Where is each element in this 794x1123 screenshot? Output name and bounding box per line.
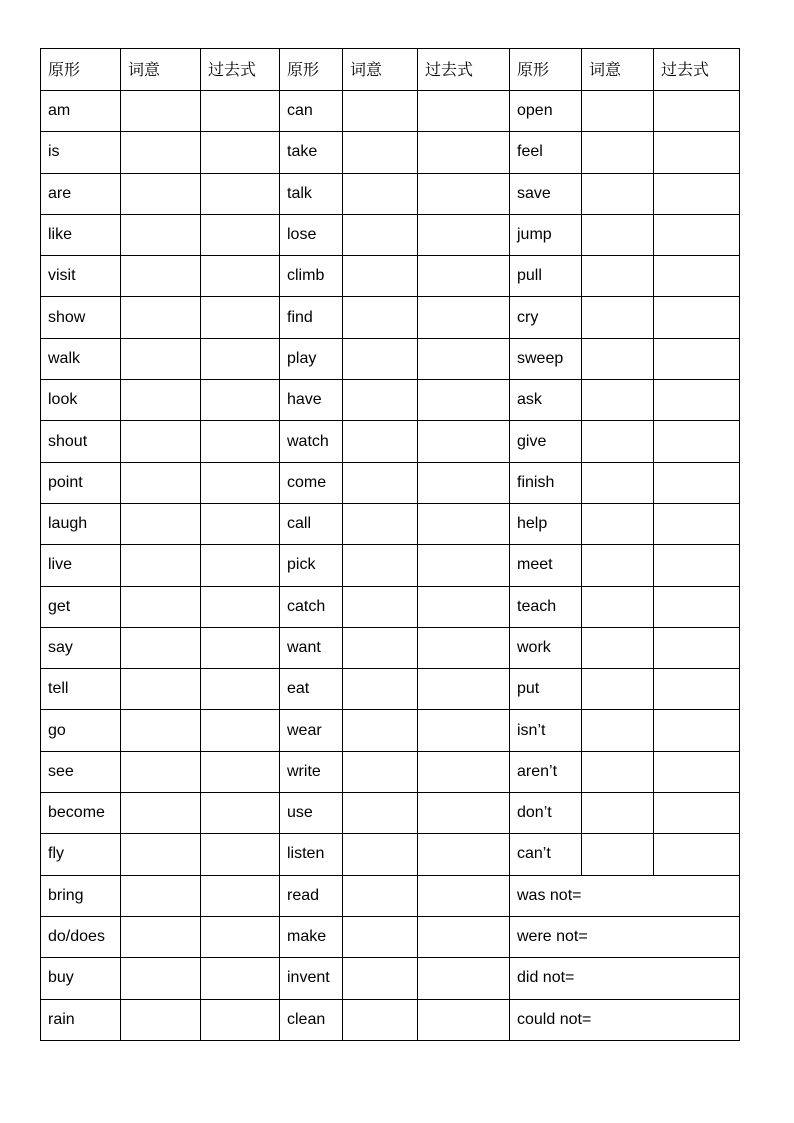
past-tense-blank-cell[interactable]	[418, 338, 510, 379]
base-form-cell: do/does	[41, 916, 121, 957]
past-tense-blank-cell[interactable]	[418, 173, 510, 214]
base-form-cell: jump	[510, 214, 582, 255]
base-form-cell: fly	[41, 834, 121, 875]
past-tense-blank-cell[interactable]	[201, 421, 280, 462]
meaning-blank-cell[interactable]	[343, 875, 418, 916]
past-tense-blank-cell[interactable]	[654, 462, 740, 503]
header-cell-past-tense: 过去式	[418, 49, 510, 91]
past-tense-blank-cell[interactable]	[654, 380, 740, 421]
past-tense-blank-cell[interactable]	[418, 627, 510, 668]
base-form-cell: put	[510, 669, 582, 710]
base-form-cell: aren’t	[510, 751, 582, 792]
header-cell-past-tense: 过去式	[201, 49, 280, 91]
past-tense-blank-cell[interactable]	[418, 586, 510, 627]
base-form-cell: sweep	[510, 338, 582, 379]
base-form-cell: climb	[280, 256, 343, 297]
meaning-blank-cell[interactable]	[343, 916, 418, 957]
past-tense-blank-cell[interactable]	[654, 132, 740, 173]
meaning-blank-cell[interactable]	[121, 793, 201, 834]
meaning-blank-cell[interactable]	[582, 503, 654, 544]
base-form-cell: work	[510, 627, 582, 668]
verb-worksheet-table	[40, 48, 740, 1041]
past-tense-blank-cell[interactable]	[418, 875, 510, 916]
meaning-blank-cell[interactable]	[343, 793, 418, 834]
past-tense-blank-cell[interactable]	[418, 710, 510, 751]
meaning-blank-cell[interactable]	[343, 132, 418, 173]
meaning-blank-cell[interactable]	[121, 132, 201, 173]
past-tense-blank-cell[interactable]	[418, 999, 510, 1040]
past-tense-blank-cell[interactable]	[418, 793, 510, 834]
header-cell-meaning: 词意	[343, 49, 418, 91]
past-tense-blank-cell[interactable]	[654, 793, 740, 834]
table-row	[41, 751, 740, 792]
base-form-cell: give	[510, 421, 582, 462]
past-tense-blank-cell[interactable]	[201, 132, 280, 173]
meaning-blank-cell[interactable]	[582, 132, 654, 173]
table-row	[41, 586, 740, 627]
past-tense-blank-cell[interactable]	[418, 751, 510, 792]
past-tense-blank-cell[interactable]	[201, 380, 280, 421]
past-tense-blank-cell[interactable]	[654, 91, 740, 132]
header-cell-base-form: 原形	[510, 49, 582, 91]
past-tense-blank-cell[interactable]	[418, 545, 510, 586]
base-form-cell: become	[41, 793, 121, 834]
meaning-blank-cell[interactable]	[343, 710, 418, 751]
base-form-cell: say	[41, 627, 121, 668]
meaning-blank-cell[interactable]	[343, 503, 418, 544]
meaning-blank-cell[interactable]	[121, 586, 201, 627]
meaning-blank-cell[interactable]	[582, 586, 654, 627]
base-form-cell: write	[280, 751, 343, 792]
base-form-cell: use	[280, 793, 343, 834]
past-tense-blank-cell[interactable]	[418, 834, 510, 875]
meaning-blank-cell[interactable]	[121, 669, 201, 710]
meaning-blank-cell[interactable]	[121, 421, 201, 462]
meaning-blank-cell[interactable]	[121, 91, 201, 132]
header-cell-meaning: 词意	[121, 49, 201, 91]
table-row	[41, 999, 740, 1040]
past-tense-blank-cell[interactable]	[418, 91, 510, 132]
meaning-blank-cell[interactable]	[343, 462, 418, 503]
table-row	[41, 421, 740, 462]
base-form-cell: go	[41, 710, 121, 751]
table-row	[41, 503, 740, 544]
table-row	[41, 710, 740, 751]
base-form-cell: rain	[41, 999, 121, 1040]
past-tense-blank-cell[interactable]	[201, 338, 280, 379]
base-form-cell: shout	[41, 421, 121, 462]
table-row	[41, 958, 740, 999]
table-row	[41, 214, 740, 255]
base-form-cell: feel	[510, 132, 582, 173]
past-tense-blank-cell[interactable]	[201, 586, 280, 627]
meaning-blank-cell[interactable]	[343, 586, 418, 627]
base-form-cell: clean	[280, 999, 343, 1040]
meaning-blank-cell[interactable]	[582, 297, 654, 338]
meaning-blank-cell[interactable]	[582, 214, 654, 255]
table-row	[41, 875, 740, 916]
past-tense-blank-cell[interactable]	[201, 545, 280, 586]
meaning-blank-cell[interactable]	[121, 503, 201, 544]
base-form-cell: save	[510, 173, 582, 214]
base-form-cell: point	[41, 462, 121, 503]
past-tense-blank-cell[interactable]	[654, 586, 740, 627]
base-form-cell: am	[41, 91, 121, 132]
past-tense-blank-cell[interactable]	[201, 669, 280, 710]
base-form-cell: cry	[510, 297, 582, 338]
meaning-blank-cell[interactable]	[343, 627, 418, 668]
base-form-cell: don’t	[510, 793, 582, 834]
past-tense-blank-cell[interactable]	[654, 256, 740, 297]
base-form-cell: want	[280, 627, 343, 668]
meaning-blank-cell[interactable]	[343, 421, 418, 462]
past-tense-blank-cell[interactable]	[654, 338, 740, 379]
meaning-blank-cell[interactable]	[582, 91, 654, 132]
meaning-blank-cell[interactable]	[582, 834, 654, 875]
meaning-blank-cell[interactable]	[582, 627, 654, 668]
past-tense-blank-cell[interactable]	[201, 916, 280, 957]
base-form-cell: finish	[510, 462, 582, 503]
table-row	[41, 916, 740, 957]
base-form-cell: visit	[41, 256, 121, 297]
past-tense-blank-cell[interactable]	[418, 916, 510, 957]
meaning-blank-cell[interactable]	[582, 545, 654, 586]
base-form-cell: catch	[280, 586, 343, 627]
past-tense-blank-cell[interactable]	[201, 834, 280, 875]
base-form-cell: are	[41, 173, 121, 214]
base-form-cell: pull	[510, 256, 582, 297]
meaning-blank-cell[interactable]	[121, 173, 201, 214]
base-form-cell: call	[280, 503, 343, 544]
meaning-blank-cell[interactable]	[121, 999, 201, 1040]
base-form-cell: teach	[510, 586, 582, 627]
base-form-cell: is	[41, 132, 121, 173]
meaning-blank-cell[interactable]	[582, 421, 654, 462]
table-row	[41, 256, 740, 297]
meaning-blank-cell[interactable]	[582, 380, 654, 421]
base-form-cell: can’t	[510, 834, 582, 875]
past-tense-blank-cell[interactable]	[418, 132, 510, 173]
meaning-blank-cell[interactable]	[343, 338, 418, 379]
past-tense-blank-cell[interactable]	[654, 173, 740, 214]
base-form-cell: show	[41, 297, 121, 338]
past-tense-blank-cell[interactable]	[201, 875, 280, 916]
meaning-blank-cell[interactable]	[343, 173, 418, 214]
header-cell-base-form: 原形	[280, 49, 343, 91]
base-form-cell: walk	[41, 338, 121, 379]
past-tense-blank-cell[interactable]	[201, 751, 280, 792]
meaning-blank-cell[interactable]	[343, 669, 418, 710]
meaning-blank-cell[interactable]	[121, 338, 201, 379]
base-form-cell: watch	[280, 421, 343, 462]
meaning-blank-cell[interactable]	[343, 999, 418, 1040]
contraction-fill-cell[interactable]: did not=	[510, 958, 740, 999]
past-tense-blank-cell[interactable]	[201, 462, 280, 503]
meaning-blank-cell[interactable]	[582, 173, 654, 214]
meaning-blank-cell[interactable]	[582, 256, 654, 297]
base-form-cell: meet	[510, 545, 582, 586]
meaning-blank-cell[interactable]	[582, 462, 654, 503]
past-tense-blank-cell[interactable]	[654, 503, 740, 544]
meaning-blank-cell[interactable]	[343, 380, 418, 421]
meaning-blank-cell[interactable]	[121, 627, 201, 668]
meaning-blank-cell[interactable]	[121, 462, 201, 503]
base-form-cell: invent	[280, 958, 343, 999]
base-form-cell: find	[280, 297, 343, 338]
meaning-blank-cell[interactable]	[121, 297, 201, 338]
base-form-cell: have	[280, 380, 343, 421]
meaning-blank-cell[interactable]	[582, 338, 654, 379]
base-form-cell: read	[280, 875, 343, 916]
table-row	[41, 297, 740, 338]
meaning-blank-cell[interactable]	[121, 710, 201, 751]
past-tense-blank-cell[interactable]	[418, 503, 510, 544]
contraction-fill-cell[interactable]: could not=	[510, 999, 740, 1040]
base-form-cell: pick	[280, 545, 343, 586]
past-tense-blank-cell[interactable]	[201, 999, 280, 1040]
meaning-blank-cell[interactable]	[121, 875, 201, 916]
past-tense-blank-cell[interactable]	[654, 545, 740, 586]
past-tense-blank-cell[interactable]	[201, 256, 280, 297]
meaning-blank-cell[interactable]	[343, 256, 418, 297]
base-form-cell: help	[510, 503, 582, 544]
table-row	[41, 669, 740, 710]
table-row	[41, 462, 740, 503]
past-tense-blank-cell[interactable]	[201, 503, 280, 544]
header-row	[41, 49, 740, 91]
table-row	[41, 173, 740, 214]
base-form-cell: ask	[510, 380, 582, 421]
base-form-cell: open	[510, 91, 582, 132]
base-form-cell: can	[280, 91, 343, 132]
base-form-cell: tell	[41, 669, 121, 710]
past-tense-blank-cell[interactable]	[418, 256, 510, 297]
meaning-blank-cell[interactable]	[343, 958, 418, 999]
base-form-cell: listen	[280, 834, 343, 875]
past-tense-blank-cell[interactable]	[201, 173, 280, 214]
base-form-cell: like	[41, 214, 121, 255]
past-tense-blank-cell[interactable]	[201, 958, 280, 999]
meaning-blank-cell[interactable]	[343, 834, 418, 875]
past-tense-blank-cell[interactable]	[201, 793, 280, 834]
meaning-blank-cell[interactable]	[343, 91, 418, 132]
table-row	[41, 380, 740, 421]
meaning-blank-cell[interactable]	[343, 751, 418, 792]
meaning-blank-cell[interactable]	[582, 710, 654, 751]
meaning-blank-cell[interactable]	[121, 380, 201, 421]
meaning-blank-cell[interactable]	[121, 545, 201, 586]
base-form-cell: look	[41, 380, 121, 421]
meaning-blank-cell[interactable]	[343, 545, 418, 586]
meaning-blank-cell[interactable]	[582, 751, 654, 792]
past-tense-blank-cell[interactable]	[201, 297, 280, 338]
header-cell-meaning: 词意	[582, 49, 654, 91]
past-tense-blank-cell[interactable]	[418, 669, 510, 710]
base-form-cell: lose	[280, 214, 343, 255]
base-form-cell: play	[280, 338, 343, 379]
meaning-blank-cell[interactable]	[343, 297, 418, 338]
past-tense-blank-cell[interactable]	[201, 627, 280, 668]
past-tense-blank-cell[interactable]	[654, 669, 740, 710]
base-form-cell: talk	[280, 173, 343, 214]
past-tense-blank-cell[interactable]	[654, 751, 740, 792]
past-tense-blank-cell[interactable]	[201, 710, 280, 751]
meaning-blank-cell[interactable]	[121, 214, 201, 255]
past-tense-blank-cell[interactable]	[418, 380, 510, 421]
past-tense-blank-cell[interactable]	[654, 710, 740, 751]
meaning-blank-cell[interactable]	[582, 669, 654, 710]
past-tense-blank-cell[interactable]	[654, 297, 740, 338]
base-form-cell: laugh	[41, 503, 121, 544]
past-tense-blank-cell[interactable]	[654, 214, 740, 255]
table-row	[41, 338, 740, 379]
table-body	[41, 49, 740, 1041]
base-form-cell: see	[41, 751, 121, 792]
meaning-blank-cell[interactable]	[582, 793, 654, 834]
meaning-blank-cell[interactable]	[121, 834, 201, 875]
base-form-cell: isn’t	[510, 710, 582, 751]
contraction-fill-cell[interactable]: was not=	[510, 875, 740, 916]
past-tense-blank-cell[interactable]	[654, 834, 740, 875]
contraction-fill-cell[interactable]: were not=	[510, 916, 740, 957]
meaning-blank-cell[interactable]	[121, 256, 201, 297]
table-row	[41, 627, 740, 668]
past-tense-blank-cell[interactable]	[201, 91, 280, 132]
base-form-cell: bring	[41, 875, 121, 916]
base-form-cell: wear	[280, 710, 343, 751]
past-tense-blank-cell[interactable]	[654, 421, 740, 462]
past-tense-blank-cell[interactable]	[418, 462, 510, 503]
table-row	[41, 545, 740, 586]
table-row	[41, 132, 740, 173]
table-row	[41, 834, 740, 875]
past-tense-blank-cell[interactable]	[418, 214, 510, 255]
base-form-cell: take	[280, 132, 343, 173]
past-tense-blank-cell[interactable]	[201, 214, 280, 255]
base-form-cell: come	[280, 462, 343, 503]
base-form-cell: get	[41, 586, 121, 627]
base-form-cell: eat	[280, 669, 343, 710]
meaning-blank-cell[interactable]	[121, 751, 201, 792]
meaning-blank-cell[interactable]	[121, 916, 201, 957]
table-row	[41, 793, 740, 834]
past-tense-blank-cell[interactable]	[654, 627, 740, 668]
past-tense-blank-cell[interactable]	[418, 958, 510, 999]
header-cell-base-form: 原形	[41, 49, 121, 91]
base-form-cell: live	[41, 545, 121, 586]
base-form-cell: buy	[41, 958, 121, 999]
table-row	[41, 91, 740, 132]
past-tense-blank-cell[interactable]	[418, 297, 510, 338]
past-tense-blank-cell[interactable]	[418, 421, 510, 462]
base-form-cell: make	[280, 916, 343, 957]
meaning-blank-cell[interactable]	[343, 214, 418, 255]
meaning-blank-cell[interactable]	[121, 958, 201, 999]
header-cell-past-tense: 过去式	[654, 49, 740, 91]
